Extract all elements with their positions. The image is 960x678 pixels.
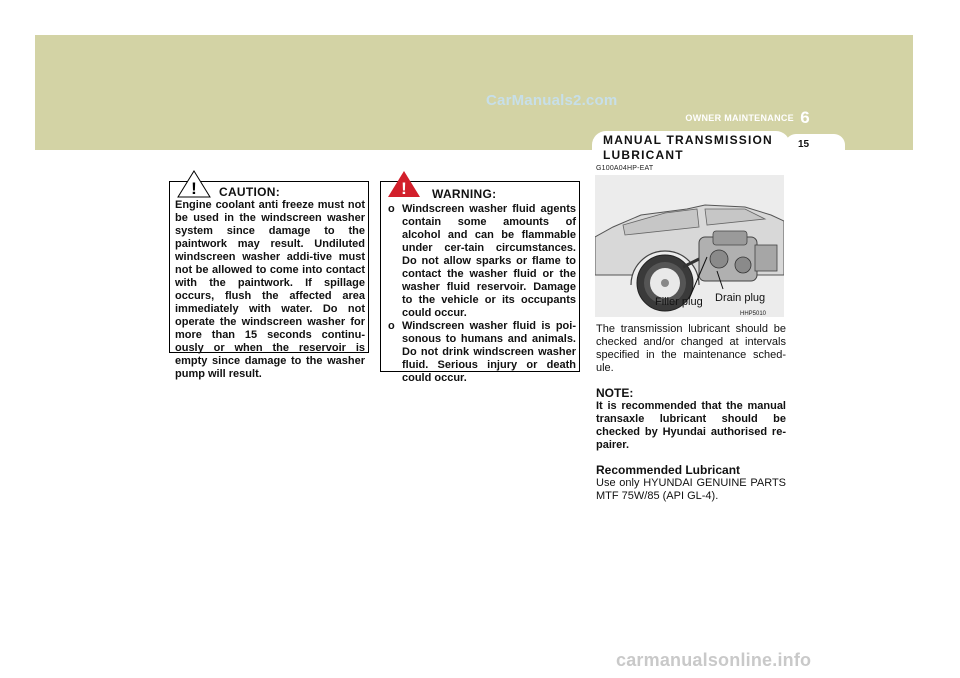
page-tab [785, 134, 845, 152]
warning-item [386, 203, 576, 320]
warning-box [380, 179, 580, 384]
caution-heading: CAUTION: [219, 185, 281, 199]
caution-box [169, 179, 369, 380]
warning-item-text: Windscreen washer fluid agents contain some amounts of alcohol and can be flammable under cer-tain circumstances. Do not allow sparks or flame to contact the washer fluid or the washer fluid reservoir. Damage to the vehicle or its occupants could occur. [402, 203, 576, 319]
svg-text:!: ! [191, 179, 197, 198]
intro-text: The transmission lubricant should be checked and/or changed at intervals specified in the maintenance sched-ule. [596, 323, 786, 374]
filler-plug-label: Filler plug [655, 296, 703, 308]
recommended-heading: Recommended Lubricant [596, 463, 741, 477]
bullet-marker: o [388, 320, 395, 332]
recommended-block [596, 463, 786, 503]
section-title [603, 133, 793, 163]
warning-list [386, 203, 576, 385]
figure-code: HHP5010 [740, 311, 767, 317]
drain-plug-label: Drain plug [715, 292, 766, 304]
transmission-figure [595, 175, 784, 317]
warning-heading: WARNING: [432, 187, 497, 201]
section-label: OWNER MAINTENANCE [685, 113, 794, 123]
warning-item [386, 320, 576, 385]
bullet-marker: o [388, 203, 395, 215]
note-block [596, 386, 786, 452]
intro-paragraph [596, 323, 786, 375]
note-heading: NOTE: [596, 386, 634, 400]
warning-triangle-filled-icon [387, 170, 421, 198]
page-number: 15 [798, 139, 810, 150]
note-text: It is recommended that the manual transaxle lubricant should be checked by Hyundai authorised re-pairer. [596, 400, 786, 451]
section-title-line2: LUBRICANT [603, 148, 684, 162]
chapter-number: 6 [800, 108, 810, 127]
watermark-carmanualsonline[interactable]: carmanualsonline.info [616, 650, 812, 670]
watermark-carmanuals2[interactable]: CarManuals2.com [486, 92, 618, 109]
warning-item-text: Windscreen washer fluid is poi-sonous to humans and animals. Do not drink windscreen washer fluid. Serious injury or death could occur. [402, 320, 576, 384]
section-code: G100A04HP-EAT [596, 165, 654, 172]
svg-text:!: ! [401, 179, 407, 198]
recommended-text: Use only HYUNDAI GENUINE PARTS MTF 75W/85 (API GL-4). [596, 477, 786, 502]
warning-triangle-icon [177, 170, 211, 198]
caution-text: Engine coolant anti freeze must not be used in the windscreen washer system since damage to the paintwork may result. Undiluted windscreen washer addi-tive must not be allowed to come into contact with the paintwork. If spillage occurs, flush the affected area immediately with water. Do not operate the windscreen washer for more than 15 seconds continu-ously or when the reservoir is empty since damage to the washer pump will result. [175, 199, 365, 380]
section-title-line1: MANUAL TRANSMISSION [603, 133, 773, 147]
